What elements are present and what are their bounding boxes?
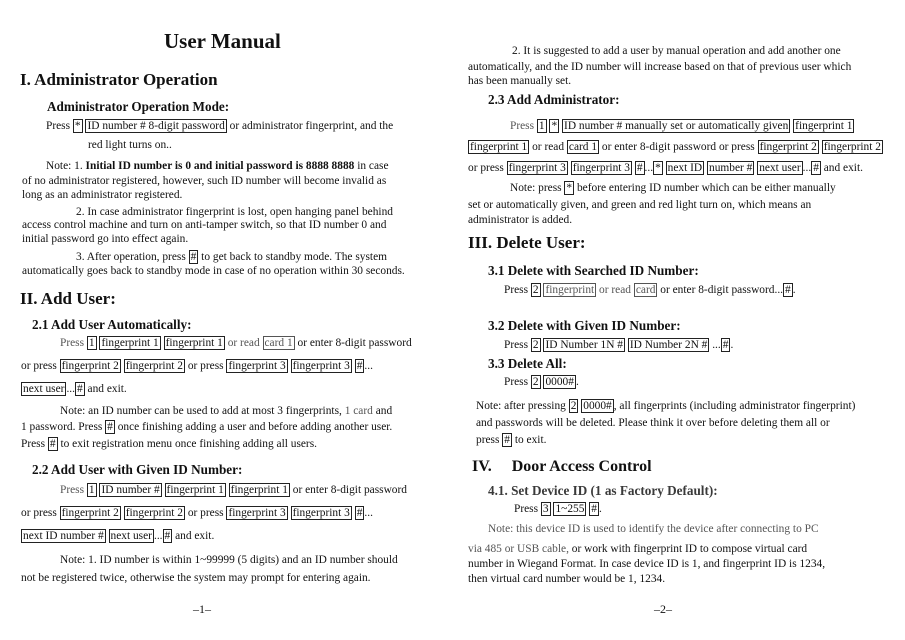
text: 1 card [344, 405, 373, 417]
s33-line-1 [504, 375, 579, 389]
s22-note-line-1: Note: 1. ID number is within 1~99999 (5 digits) and an ID number should [60, 554, 398, 566]
s21-note-line-2 [21, 420, 392, 434]
s31-line-1 [504, 283, 796, 297]
cont-line-2: automatically, and the ID number will increase based on that of previous user which [468, 61, 852, 73]
text: via 485 or USB cable, [468, 543, 572, 555]
key-fingerprint-1: fingerprint 1 [165, 337, 223, 349]
section-4-title: Door Access Control [511, 458, 652, 475]
key-next-id-number: next ID number # [23, 530, 104, 542]
key-1: 1 [88, 484, 95, 496]
key-fingerprint-2: fingerprint 2 [125, 507, 183, 519]
s22-line-2 [21, 506, 373, 520]
s41-note-line-4: then virtual card number would be 1, 1234. [468, 573, 666, 585]
page-left [0, 0, 452, 640]
s41-note-line-2 [468, 542, 807, 556]
delete-note-line-2: and passwords will be deleted. Please think it over before deleting them all or [476, 417, 830, 429]
key-fingerprint-1: fingerprint 1 [166, 484, 224, 496]
section-3-3-heading: 3.3 Delete All: [488, 356, 567, 371]
note-2-line-2: access control machine and turn on anti-tamper switch, so that ID number 0 and [22, 219, 387, 231]
section-4-heading [472, 457, 652, 477]
key-2: 2 [532, 284, 539, 296]
text: or administrator fingerprint, and the [226, 120, 394, 132]
key-next-user: next user [23, 383, 65, 395]
text: or enter 8-digit password [294, 337, 412, 349]
text: or press [21, 507, 60, 519]
key-id-number-manual: ID number # manually set or automatically given [564, 120, 789, 132]
key-next-user: next user [759, 162, 801, 174]
key-fingerprint-3: fingerprint 3 [228, 360, 286, 372]
key-fingerprint-3: fingerprint 3 [572, 162, 630, 174]
key-hash: # [785, 284, 791, 296]
s23-note-line-1 [510, 181, 836, 195]
s23-note-line-3: administrator is added. [468, 214, 573, 226]
key-card: card [635, 284, 656, 296]
key-fingerprint-2: fingerprint 2 [759, 141, 817, 153]
note-1-line-3: long as an administrator registered. [22, 189, 183, 201]
text: ... [364, 507, 373, 519]
key-star: * [566, 182, 573, 194]
key-number-hash: number # [709, 162, 753, 174]
key-next-user: next user [110, 530, 152, 542]
text: and exit. [820, 162, 863, 174]
text: or read [596, 284, 634, 296]
text: Press [60, 484, 87, 496]
section-2-heading: II. Add User: [20, 289, 116, 308]
key-hash: # [107, 421, 113, 433]
key-id-password: ID number # 8-digit password [87, 120, 225, 132]
key-next-id: next ID [667, 162, 703, 174]
page-number: –2– [654, 602, 672, 616]
text: or read [529, 141, 567, 153]
section-3-2-heading: 3.2 Delete with Given ID Number: [488, 318, 681, 333]
note-2-line-3: initial password go into effect again. [22, 233, 189, 245]
section-2-3-heading: 2.3 Add Administrator: [488, 92, 620, 107]
s22-note-line-2: not be registered twice, otherwise the system may prompt for entering again. [21, 572, 371, 584]
key-hash: # [636, 162, 643, 174]
text: 1 password. Press [21, 421, 106, 433]
s23-note-line-2: set or automatically given, and green and red light turn on, which means an [468, 199, 812, 211]
key-hash: # [356, 507, 363, 519]
text: Press [504, 339, 531, 351]
key-range: 1~255 [555, 503, 585, 515]
text: to exit registration menu once finishing adding all users. [57, 438, 318, 450]
text: Press [504, 284, 531, 296]
text: Note: 1. [46, 160, 86, 172]
key-hash: # [190, 251, 197, 263]
section-4-1-heading: 4.1. Set Device ID (1 as Factory Default): [488, 483, 718, 498]
text: or read [224, 337, 263, 349]
text: ... [709, 339, 721, 351]
key-fingerprint-2: fingerprint 2 [61, 360, 119, 372]
s41-line-1 [514, 502, 602, 516]
text: Press [510, 120, 537, 132]
admin-mode-line-2: red light turns on.. [88, 139, 172, 151]
admin-mode-line-1 [46, 119, 393, 133]
text: or enter 8-digit password or press [599, 141, 758, 153]
key-hash: # [356, 360, 363, 372]
text: ... [66, 383, 75, 395]
note-2-line-1: 2. In case administrator fingerprint is lost, open hanging panel behind [76, 206, 393, 218]
text: or enter 8-digit password [289, 484, 407, 496]
text: ... [802, 162, 812, 174]
text-bold: Initial ID number is 0 and initial password is 8888 8888 [85, 160, 355, 172]
text: and exit. [84, 383, 127, 395]
key-fingerprint: fingerprint [545, 284, 595, 296]
delete-note-line-3 [476, 433, 546, 447]
key-3: 3 [542, 503, 549, 515]
text: or enter 8-digit password... [657, 284, 784, 296]
key-fingerprint-2: fingerprint 2 [823, 141, 881, 153]
section-2-2-heading: 2.2 Add User with Given ID Number: [32, 462, 243, 477]
text: before entering ID number which can be either manually [574, 182, 836, 194]
section-1-heading: I. Administrator Operation [20, 70, 218, 89]
key-hash: # [49, 438, 56, 450]
key-fingerprint-1: fingerprint 1 [230, 484, 288, 496]
text: . [575, 376, 579, 388]
manual-title: User Manual [164, 29, 281, 53]
text: . [730, 339, 734, 351]
s32-line-1 [504, 338, 733, 352]
text: or press [184, 360, 227, 372]
key-fingerprint-1: fingerprint 1 [795, 120, 853, 132]
s21-note-line-1 [60, 404, 392, 418]
key-1: 1 [538, 120, 545, 132]
key-star: * [551, 120, 558, 132]
s41-note-line-1: Note: this device ID is used to identify the device after connecting to PC [488, 523, 819, 535]
text: Press [21, 438, 48, 450]
key-hash: # [504, 434, 510, 446]
text: Press [46, 120, 73, 132]
cont-line-3: has been manually set. [468, 75, 572, 87]
s23-line-1 [510, 119, 854, 133]
cont-line-1: 2. It is suggested to add a user by manual operation and add another one [512, 45, 841, 57]
delete-note-line-1 [476, 399, 855, 413]
key-hash: # [164, 530, 171, 542]
text: or press [468, 162, 507, 174]
section-4-number: IV. [472, 458, 492, 475]
text: , all fingerprints (including administrator fingerprint) [613, 400, 856, 412]
text: ... [644, 162, 654, 174]
page-number: –1– [193, 602, 211, 616]
text: or work with fingerprint ID to compose virtual card [571, 543, 808, 555]
text: or press [21, 360, 60, 372]
key-fingerprint-2: fingerprint 2 [125, 360, 183, 372]
key-1: 1 [88, 337, 95, 349]
text: press [476, 434, 503, 446]
text: Press [504, 376, 531, 388]
text: Note: an ID number can be used to add at most 3 fingerprints, [60, 405, 345, 417]
text: Note: after pressing [476, 400, 569, 412]
section-3-1-heading: 3.1 Delete with Searched ID Number: [488, 263, 699, 278]
section-2-1-heading: 2.1 Add User Automatically: [32, 317, 192, 332]
key-hash: # [76, 383, 83, 395]
key-2: 2 [532, 339, 539, 351]
key-star: * [655, 162, 661, 174]
s21-line-2 [21, 359, 373, 373]
text: . [792, 284, 796, 296]
s21-note-line-3 [21, 437, 317, 451]
admin-mode-heading: Administrator Operation Mode: [47, 99, 230, 114]
note-3-line-1 [76, 250, 387, 264]
note-1-line-2: of no administrator registered, however, such ID number will become invalid as [22, 175, 387, 187]
key-2: 2 [570, 400, 577, 412]
s22-line-3 [21, 529, 214, 543]
key-card-1: card 1 [264, 337, 293, 349]
text: . [598, 503, 602, 515]
text: ... [364, 360, 373, 372]
key-fingerprint-3: fingerprint 3 [508, 162, 566, 174]
key-0000-hash: 0000# [545, 376, 574, 388]
key-2: 2 [532, 376, 539, 388]
key-id-number-2n: ID Number 2N # [629, 339, 708, 351]
s21-line-3 [21, 382, 127, 396]
key-fingerprint-3: fingerprint 3 [292, 507, 350, 519]
key-id-number: ID number # [101, 484, 160, 496]
key-fingerprint-3: fingerprint 3 [292, 360, 350, 372]
key-id-number-1n: ID Number 1N # [545, 339, 623, 351]
text: Press [514, 503, 541, 515]
key-fingerprint-2: fingerprint 2 [61, 507, 119, 519]
page-right [452, 0, 905, 640]
key-hash: # [813, 162, 819, 174]
key-fingerprint-1: fingerprint 1 [101, 337, 159, 349]
key-fingerprint-1: fingerprint 1 [470, 141, 528, 153]
s21-line-1 [60, 336, 412, 350]
text: to get back to standby mode. The system [198, 251, 387, 263]
s23-line-3 [468, 161, 863, 175]
key-0000-hash: 0000# [583, 400, 612, 412]
text: Press [60, 337, 87, 349]
note-1-line-1 [46, 159, 389, 173]
text: Note: press [510, 182, 565, 194]
text: and [372, 405, 393, 417]
key-hash: # [591, 503, 597, 515]
s23-line-2 [468, 140, 883, 154]
text: once finishing adding a user and before adding another user. [114, 421, 393, 433]
key-star: * [74, 120, 81, 132]
note-3-line-2: automatically goes back to standby mode in case of no operation within 30 seconds. [22, 265, 405, 277]
text: ... [153, 530, 163, 542]
text: or press [184, 507, 227, 519]
s41-note-line-3: number in Wiegand Format. In case device ID is 1, and fingerprint ID is 1234, [468, 558, 826, 570]
text: to exit. [511, 434, 547, 446]
key-hash: # [722, 339, 729, 351]
key-fingerprint-3: fingerprint 3 [228, 507, 286, 519]
text: and exit. [172, 530, 215, 542]
key-card-1: card 1 [568, 141, 598, 153]
text: in case [354, 160, 389, 172]
section-3-heading: III. Delete User: [468, 233, 586, 252]
s22-line-1 [60, 483, 407, 497]
text: 3. After operation, press [76, 251, 189, 263]
